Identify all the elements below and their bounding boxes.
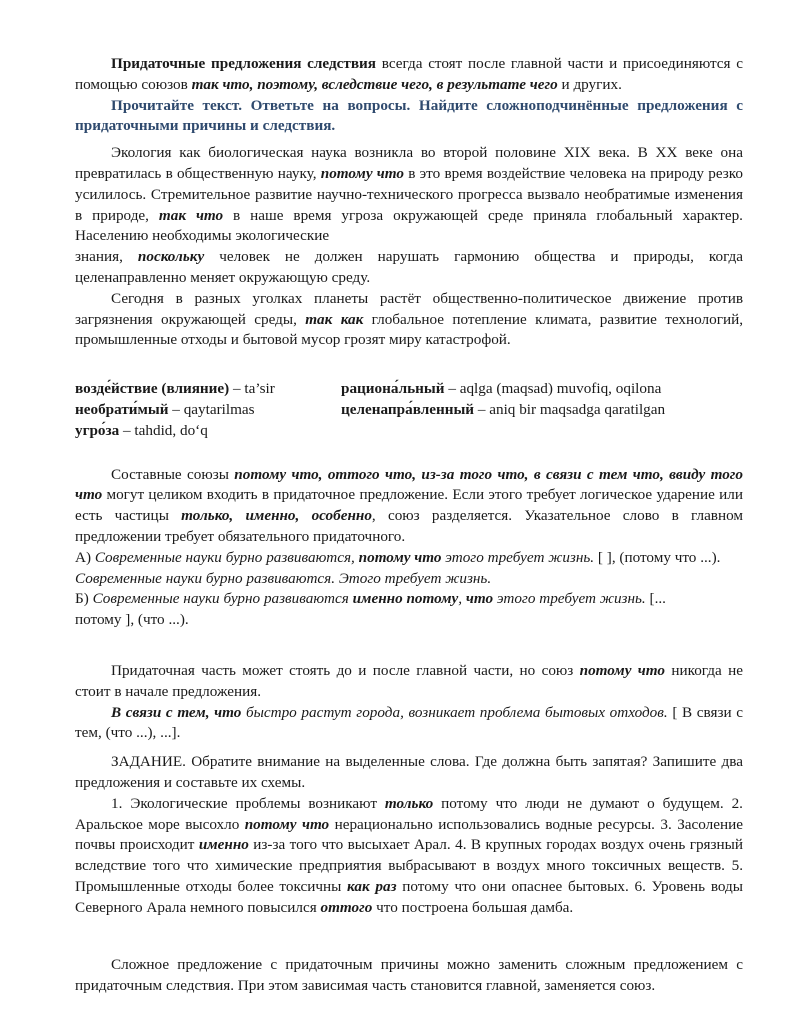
word-highlight: как раз xyxy=(347,877,397,895)
vocab-translation: – aniq bir maqsadga qaratilgan xyxy=(474,400,666,418)
vocab-word: возде́йствие (влияние) xyxy=(75,380,230,398)
vocabulary-column-left xyxy=(75,379,341,441)
rule-text: , союз разделяется. Указательное слово в главном предложении требует обязательного придаточного. xyxy=(75,507,744,545)
example-text: Современные науки бурно развиваются. Этого требует жизнь. xyxy=(75,569,492,587)
vocab-word: необрати́мый xyxy=(75,400,169,418)
vocab-word: угро́за xyxy=(75,421,120,439)
exercise-text: потому что они опаснее бытовых. 6. Уровень воды Северного Арала немного повысился xyxy=(75,877,743,916)
rule-text: могут целиком входить в придаточное предложение. Если этого требует логическое ударение или есть частицы xyxy=(75,486,743,525)
example-a xyxy=(75,548,743,569)
rule-text: Составные союзы xyxy=(111,465,235,483)
rule-paragraph-1 xyxy=(75,465,743,548)
example-text: этого требует жизнь. xyxy=(493,590,646,608)
rule-text: Придаточная часть может стоять до и после главной части, но союз xyxy=(111,661,580,679)
task-heading: Прочитайте текст. Ответьте на вопросы. Найдите сложноподчинённые предложения с придаточными причины и следствия. xyxy=(75,96,743,135)
exercise-text: из-за того что высыхает Арал. 4. В крупных городах воздух очень грязный вследствие того что химические предприятия выбрасывают в воздух много токсичных веществ. 5. Промышленные отходы более токсичны xyxy=(75,836,743,895)
example-label: А) xyxy=(75,548,95,566)
vocab-translation: – qaytarilmas xyxy=(168,400,255,418)
exercise-text: 1. Экологические проблемы возникают xyxy=(111,794,385,812)
assignment-paragraph: ЗАДАНИЕ. Обратите внимание на выделенные слова. Где должна быть запятая? Запишите два предложения и составьте их схемы. xyxy=(75,753,743,791)
vocab-item xyxy=(75,421,341,442)
vocab-item xyxy=(341,400,743,421)
example-scheme: [... xyxy=(645,590,666,608)
conj-highlight: В связи с тем, что xyxy=(111,703,242,721)
text-paragraph-1-cont xyxy=(75,247,743,289)
vocab-word: целенапра́вленный xyxy=(341,400,475,418)
text-p2-part: Сегодня в разных уголках планеты растёт общественно-политическое движение против загрязнения окружающей среды, xyxy=(75,289,743,328)
exercise-text: что построена большая дамба. xyxy=(372,898,574,916)
exercise-text: потому что люди не думают о будущем. 2. Аральское море высохло xyxy=(75,794,743,833)
example-3 xyxy=(75,703,743,745)
conj-highlight: так что xyxy=(158,206,224,224)
vocabulary-column-right xyxy=(341,379,743,441)
intro-conjunctions: так что, поэтому, вследствие чего, в результате чего xyxy=(191,75,558,93)
word-highlight: только xyxy=(384,794,434,812)
text-p2-part: глобальное потепление климата, развитие технологий, промышленные отходы и бытовой мусор грозят миру катастрофой. xyxy=(75,310,743,349)
text-paragraph-2 xyxy=(75,289,743,351)
example-scheme: [ ], (потому что ...). xyxy=(594,548,721,566)
text-p1-part: в наше время угроза окружающей среде приняла глобальный характер. Населению необходимы экологические xyxy=(75,206,743,245)
example-a-alt xyxy=(75,569,743,590)
example-b xyxy=(75,589,743,610)
conj-highlight: так как xyxy=(305,310,364,328)
particle-highlight: только, именно, особенно xyxy=(181,507,372,525)
conj-highlight: потому что xyxy=(579,661,665,679)
example-b-scheme xyxy=(75,610,743,631)
example-label: Б) xyxy=(75,590,93,608)
vocab-translation: – tahdid, do‘q xyxy=(119,421,208,439)
vocab-item xyxy=(75,379,341,400)
text-paragraph-1 xyxy=(75,143,743,247)
conj-highlight: поскольку xyxy=(137,248,205,266)
conj-highlight: потому что xyxy=(358,548,442,566)
vocab-item xyxy=(341,379,743,400)
example-text: Современные науки бурно развиваются, xyxy=(94,548,359,566)
example-text: этого требует жизнь. xyxy=(441,548,595,566)
conj-highlight: потому что xyxy=(320,164,404,182)
vocab-translation: – aqlga (maqsad) muvofiq, oqilona xyxy=(444,380,662,398)
exercise-text: нерационально использовались водные ресурсы. 3. Засоление почвы происходит xyxy=(75,815,744,854)
conj-highlight: именно потому xyxy=(352,590,459,608)
example-text: Современные науки бурно развиваются xyxy=(92,590,353,608)
intro-text: всегда стоят после главной части и присоединяются с помощью союзов xyxy=(75,55,743,93)
word-highlight: потому что xyxy=(244,815,330,833)
word-highlight: именно xyxy=(198,836,249,854)
rule-text: никогда не стоит в начале предложения. xyxy=(75,661,743,700)
text-p1-part: в это время воздействие человека на природу резко усилилось. Стремительное развитие научно-технического прогресса вызвало необратимые изменения в природе, xyxy=(75,164,743,224)
text-p1-part: Экология как биологическая наука возникла во второй половине XIX века. В XX веке она превратилась в общественную науку, xyxy=(75,144,743,182)
vocab-item xyxy=(75,400,341,421)
final-paragraph: Сложное предложение с придаточным причины можно заменить сложным предложением с придаточным следствия. При этом зависимая часть становится главной, заменяется союз. xyxy=(75,956,743,995)
vocab-translation: – ta’sir xyxy=(229,380,275,398)
example-text: , xyxy=(458,590,466,608)
conj-highlight: что xyxy=(465,590,494,608)
vocab-word: рациона́льный xyxy=(341,380,445,398)
text-p1-part: знания, xyxy=(75,248,138,266)
exercise-paragraph xyxy=(75,794,743,919)
conj-highlight: потому что, оттого что, из-за того что, в связи с тем что, ввиду того что xyxy=(75,465,743,504)
example-text: быстро растут города, возникает проблема бытовых отходов. xyxy=(241,703,668,721)
intro-term: Придаточные предложения следствия xyxy=(111,55,377,72)
example-scheme: потому ], (что ...). xyxy=(75,611,189,629)
example-scheme: [ В связи с тем, (что ...), ...]. xyxy=(75,703,743,742)
intro-paragraph xyxy=(75,54,743,96)
rule-paragraph-2 xyxy=(75,661,743,703)
word-highlight: оттого xyxy=(320,898,373,916)
vocabulary-list xyxy=(75,379,743,441)
intro-text-end: и других. xyxy=(557,75,622,93)
text-p1-part: человек не должен нарушать гармонию общества и природы, когда целенаправленно меняет окружающую среду. xyxy=(75,248,744,286)
